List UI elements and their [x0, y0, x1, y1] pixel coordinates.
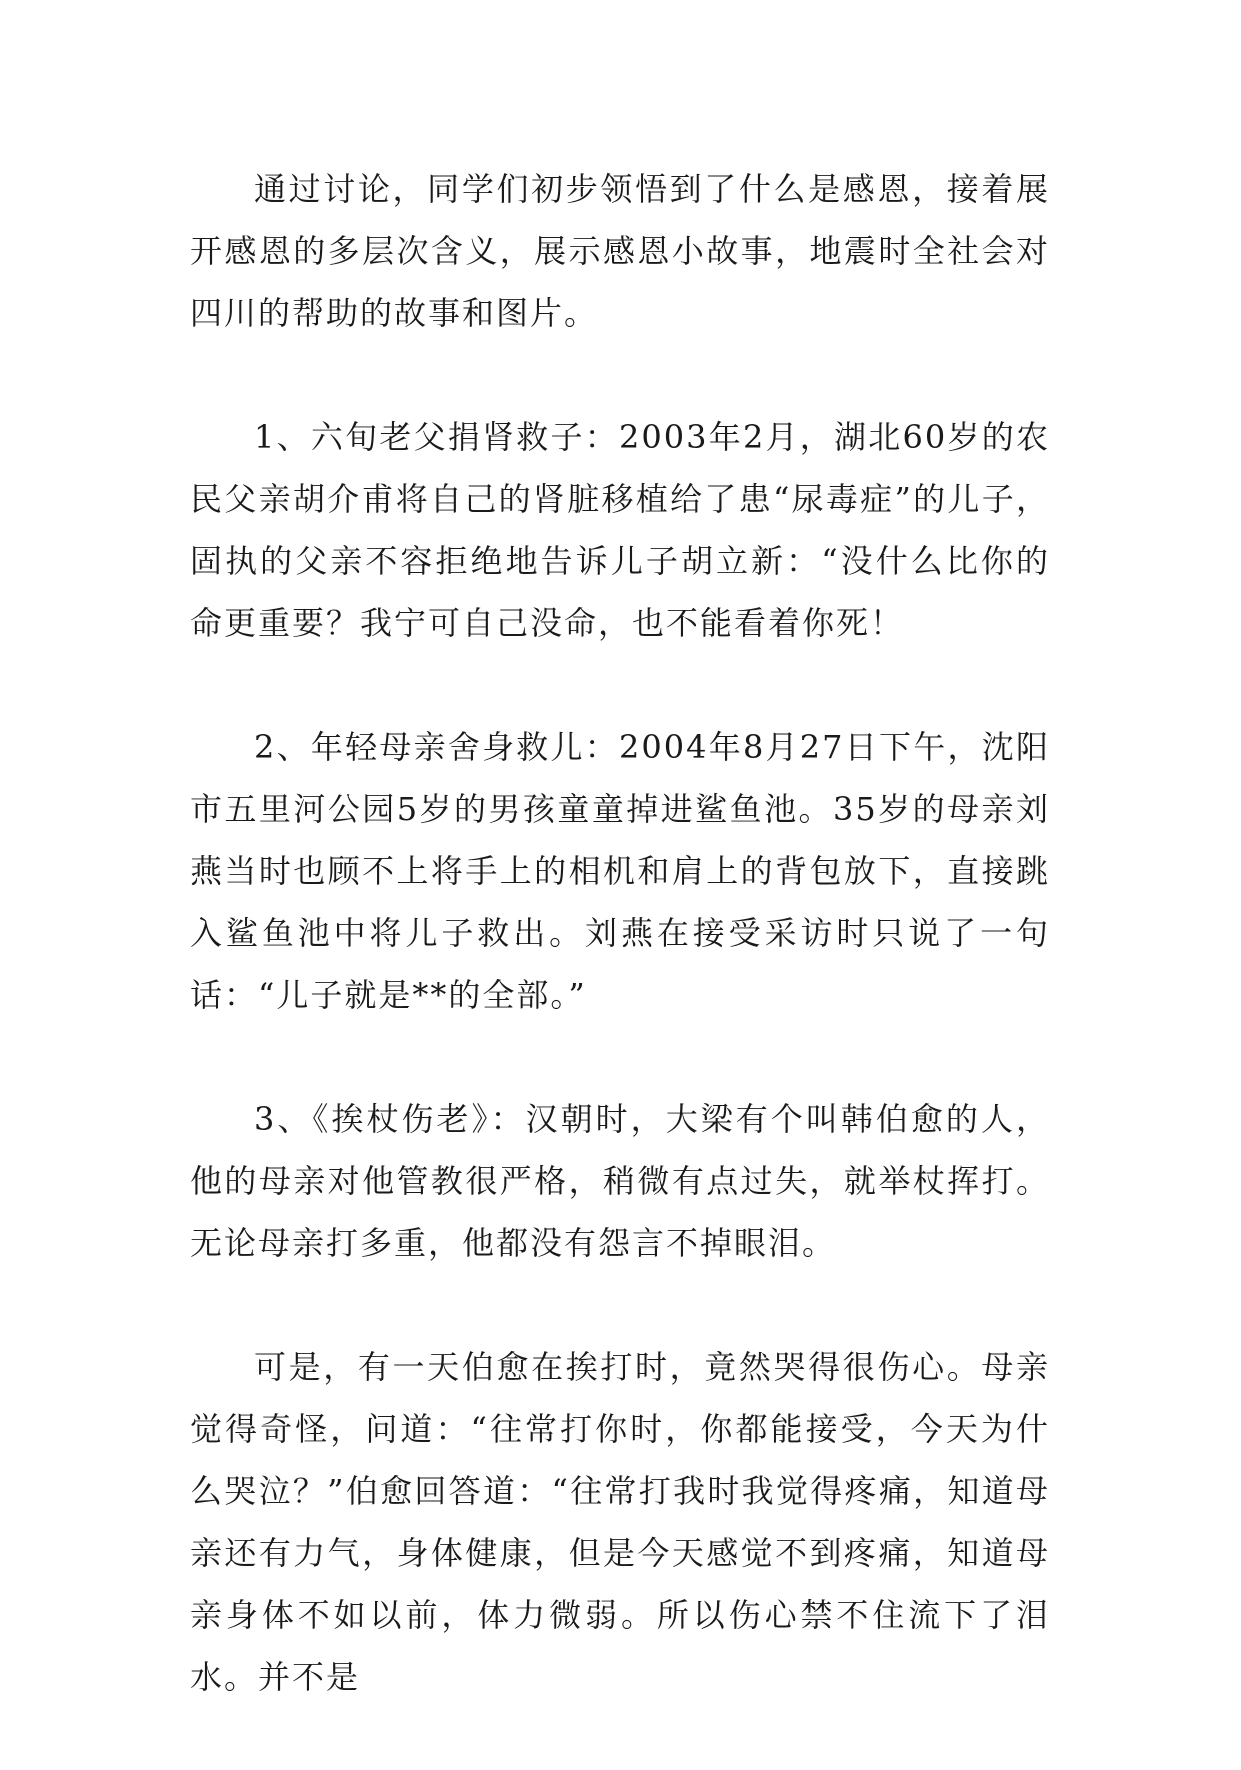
paragraph-story-3-continued: 可是，有一天伯愈在挨打时，竟然哭得很伤心。母亲觉得奇怪，问道：“往常打你时，你都能接受，今天为什么哭泣？”伯愈回答道：“往常打我时我觉得疼痛，知道母亲还有力气，身体健康，但是今天感觉不到疼痛，知道母亲身体不如以前，体力微弱。所以伤心禁不住流下了泪水。并不是 [190, 1348, 1050, 1696]
document-body [190, 158, 1050, 1770]
paragraph-story-2: 2、年轻母亲舍身救儿：2004年8月27日下午，沈阳市五里河公园5岁的男孩童童掉进鲨鱼池。35岁的母亲刘燕当时也顾不上将手上的相机和肩上的背包放下，直接跳入鲨鱼池中将儿子救出。刘燕在接受采访时只说了一句话：“儿子就是**的全部。” [190, 728, 1050, 1014]
paragraph-story-1: 1、六旬老父捐肾救子：2003年2月，湖北60岁的农民父亲胡介甫将自己的肾脏移植给了患“尿毒症”的儿子，固执的父亲不容拒绝地告诉儿子胡立新：“没什么比你的命更重要？我宁可自己没命，也不能看着你死！ [190, 418, 1050, 642]
paragraph-intro: 通过讨论，同学们初步领悟到了什么是感恩，接着展开感恩的多层次含义，展示感恩小故事，地震时全社会对四川的帮助的故事和图片。 [190, 170, 1050, 332]
paragraph-story-3: 3、《挨杖伤老》：汉朝时，大梁有个叫韩伯愈的人，他的母亲对他管教很严格，稍微有点过失，就举杖挥打。无论母亲打多重，他都没有怨言不掉眼泪。 [190, 1100, 1050, 1262]
